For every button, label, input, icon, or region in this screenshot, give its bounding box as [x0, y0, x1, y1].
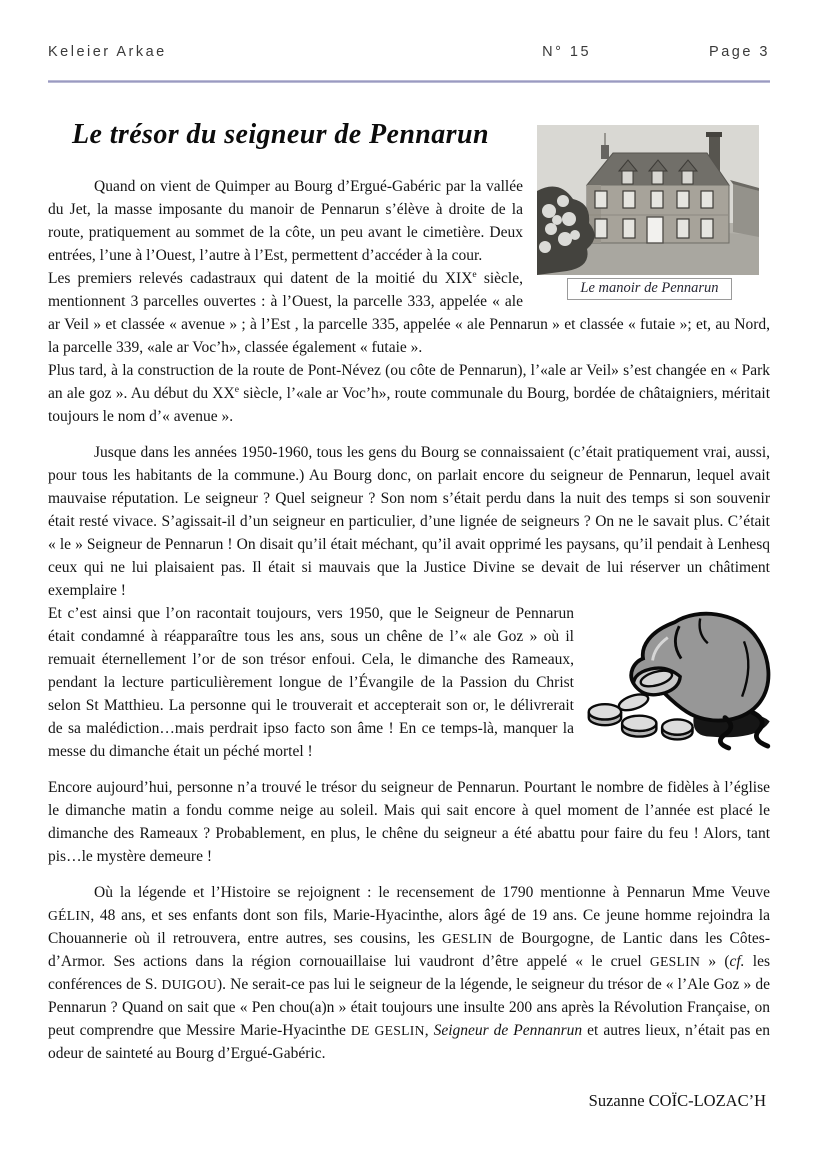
- article-title: Le trésor du seigneur de Pennarun: [72, 119, 489, 150]
- paragraph-7: Où la légende et l’Histoire se rejoignent : le recensement de 1790 mentionne à Pennarun Mme Veuve GÉLIN, 48 ans, et ses enfants dont son fils, Marie-Hyacinthe, alors âgé de 19 ans. Ce jeune homme rejoindra la Chouannerie où il retrouvera, entre autres, ses cousins, les GESLIN de Bourgogne, de Lantic dans les Côtes-d’Armor. Ses actions dans la région cornouaillaise lui vaudront d’être appelé « le cruel GESLIN » (cf. les conférences de S. DUIGOU). Ne serait-ce pas lui le seigneur de la légende, le seigneur du trésor de « l’Ale Goz » de Pennarun ? Quand on sait que « Pen chou(a)n » était toujours une insulte 200 ans après la Révolution Française, on peut comprendre que Messire Marie-Hyacinthe DE GESLIN, Seigneur de Pennanrun et autres lieux, n’était pas en odeur de sainteté au Bourg d’Ergué-Gabéric.: [48, 884, 770, 1062]
- article-body: [48, 175, 770, 1065]
- manor-photo-figure: [537, 125, 762, 300]
- page-header: [48, 44, 770, 66]
- page-number: Page 3: [709, 44, 770, 60]
- article: [48, 119, 770, 1111]
- paragraph-2: Les premiers relevés cadastraux qui datent de la moitié du XIXe siècle, mentionnent 3 parcelles ouvertes : à l’Ouest, la parcelle 333, appelée « ale ar Veil » et classée « avenue » ; à l’Est , la parcelle 335, appelée « ale Pennarun » et classée « futaie »; et, au Nord, la parcelle 339, «ale ar Voc’h», classée également « futaie ».: [48, 268, 770, 356]
- paragraph-6: Encore aujourd’hui, personne n’a trouvé le trésor du seigneur de Pennarun. Pourtant le nombre de fidèles à l’église le dimanche matin a fondu comme neige au soleil. Mais qui sait encore à quel moment de l’année est placé le dimanche des Rameaux ? Probablement, en plus, le chêne du seigneur a été abattu pour faire du feu ! Alors, tant pis…le mystère demeure !: [48, 779, 770, 865]
- manor-photo-image: [537, 125, 759, 275]
- header-rule: [48, 80, 770, 83]
- issue-number: N° 15: [542, 44, 592, 60]
- money-bag-image: [584, 604, 784, 754]
- paragraph-5: Et c’est ainsi que l’on racontait toujours, vers 1950, que le Seigneur de Pennarun était condamné à réapparaître tous les ans, sous un chêne de l’« ale Goz » où il remuait éternellement l’or de son trésor enfoui. Cela, le dimanche des Rameaux, pendant la lecture particulièrement longue de l’Évangile de la Passion du Christ selon St Matthieu. La personne qui le trouverait et accepterait son or, le délivrerait de sa malédiction…mais perdrait ipso facto son âme ! En ce temps-là, manquer la messe du dimanche était un péché mortel !: [48, 602, 770, 763]
- paragraph-3: Plus tard, à la construction de la route de Pont-Névez (ou côte de Pennarun), l’«ale ar Veil» s’est changée en « Park an ale goz ». Au début du XXe siècle, l’«ale ar Voc’h», route communale du Bourg, bordée de châtaigniers, méritait toujours le nom d’« avenue ».: [48, 362, 770, 425]
- paragraph-4: Jusque dans les années 1950-1960, tous les gens du Bourg se connaissaient (c’était pratiquement vrai, aussi, pour tous les habitants de la commune.) Au Bourg donc, on parlait encore du seigneur de Pennarun, lequel avait mauvaise réputation. Le seigneur ? Quel seigneur ? Son nom s’était perdu dans la nuit des temps si son souvenir était resté vivace. S’agissait-il d’un seigneur en particulier, d’une lignée de seigneurs ? On ne le savait plus. C’était « le » Seigneur de Pennarun ! On disait qu’il était méchant, qu’il avait opprimé les paysans, qu’il pendait à Lenhesq ceux qui ne lui plaisaient pas. Il était si mauvais que la Justice Divine se devait de lui réserver un châtiment exemplaire !: [48, 444, 770, 599]
- dormer-windows: [619, 160, 697, 184]
- author-signature: Suzanne COÏC-LOZAC’H: [588, 1091, 766, 1110]
- front-door: [647, 217, 663, 243]
- money-bag-illustration: [584, 604, 784, 754]
- paragraph-1: Quand on vient de Quimper au Bourg d’Ergué-Gabéric par la vallée du Jet, la masse imposante du manoir de Pennarun s’élève à droite de la route, pratiquement au sommet de la côte, un peu avant le cimetière. Deux entrées, l’une à l’Ouest, l’autre à l’Est, permettent d’accéder à la cour.: [48, 178, 523, 264]
- journal-title: Keleier Arkae: [48, 44, 167, 60]
- photo-caption: Le manoir de Pennarun: [567, 278, 731, 300]
